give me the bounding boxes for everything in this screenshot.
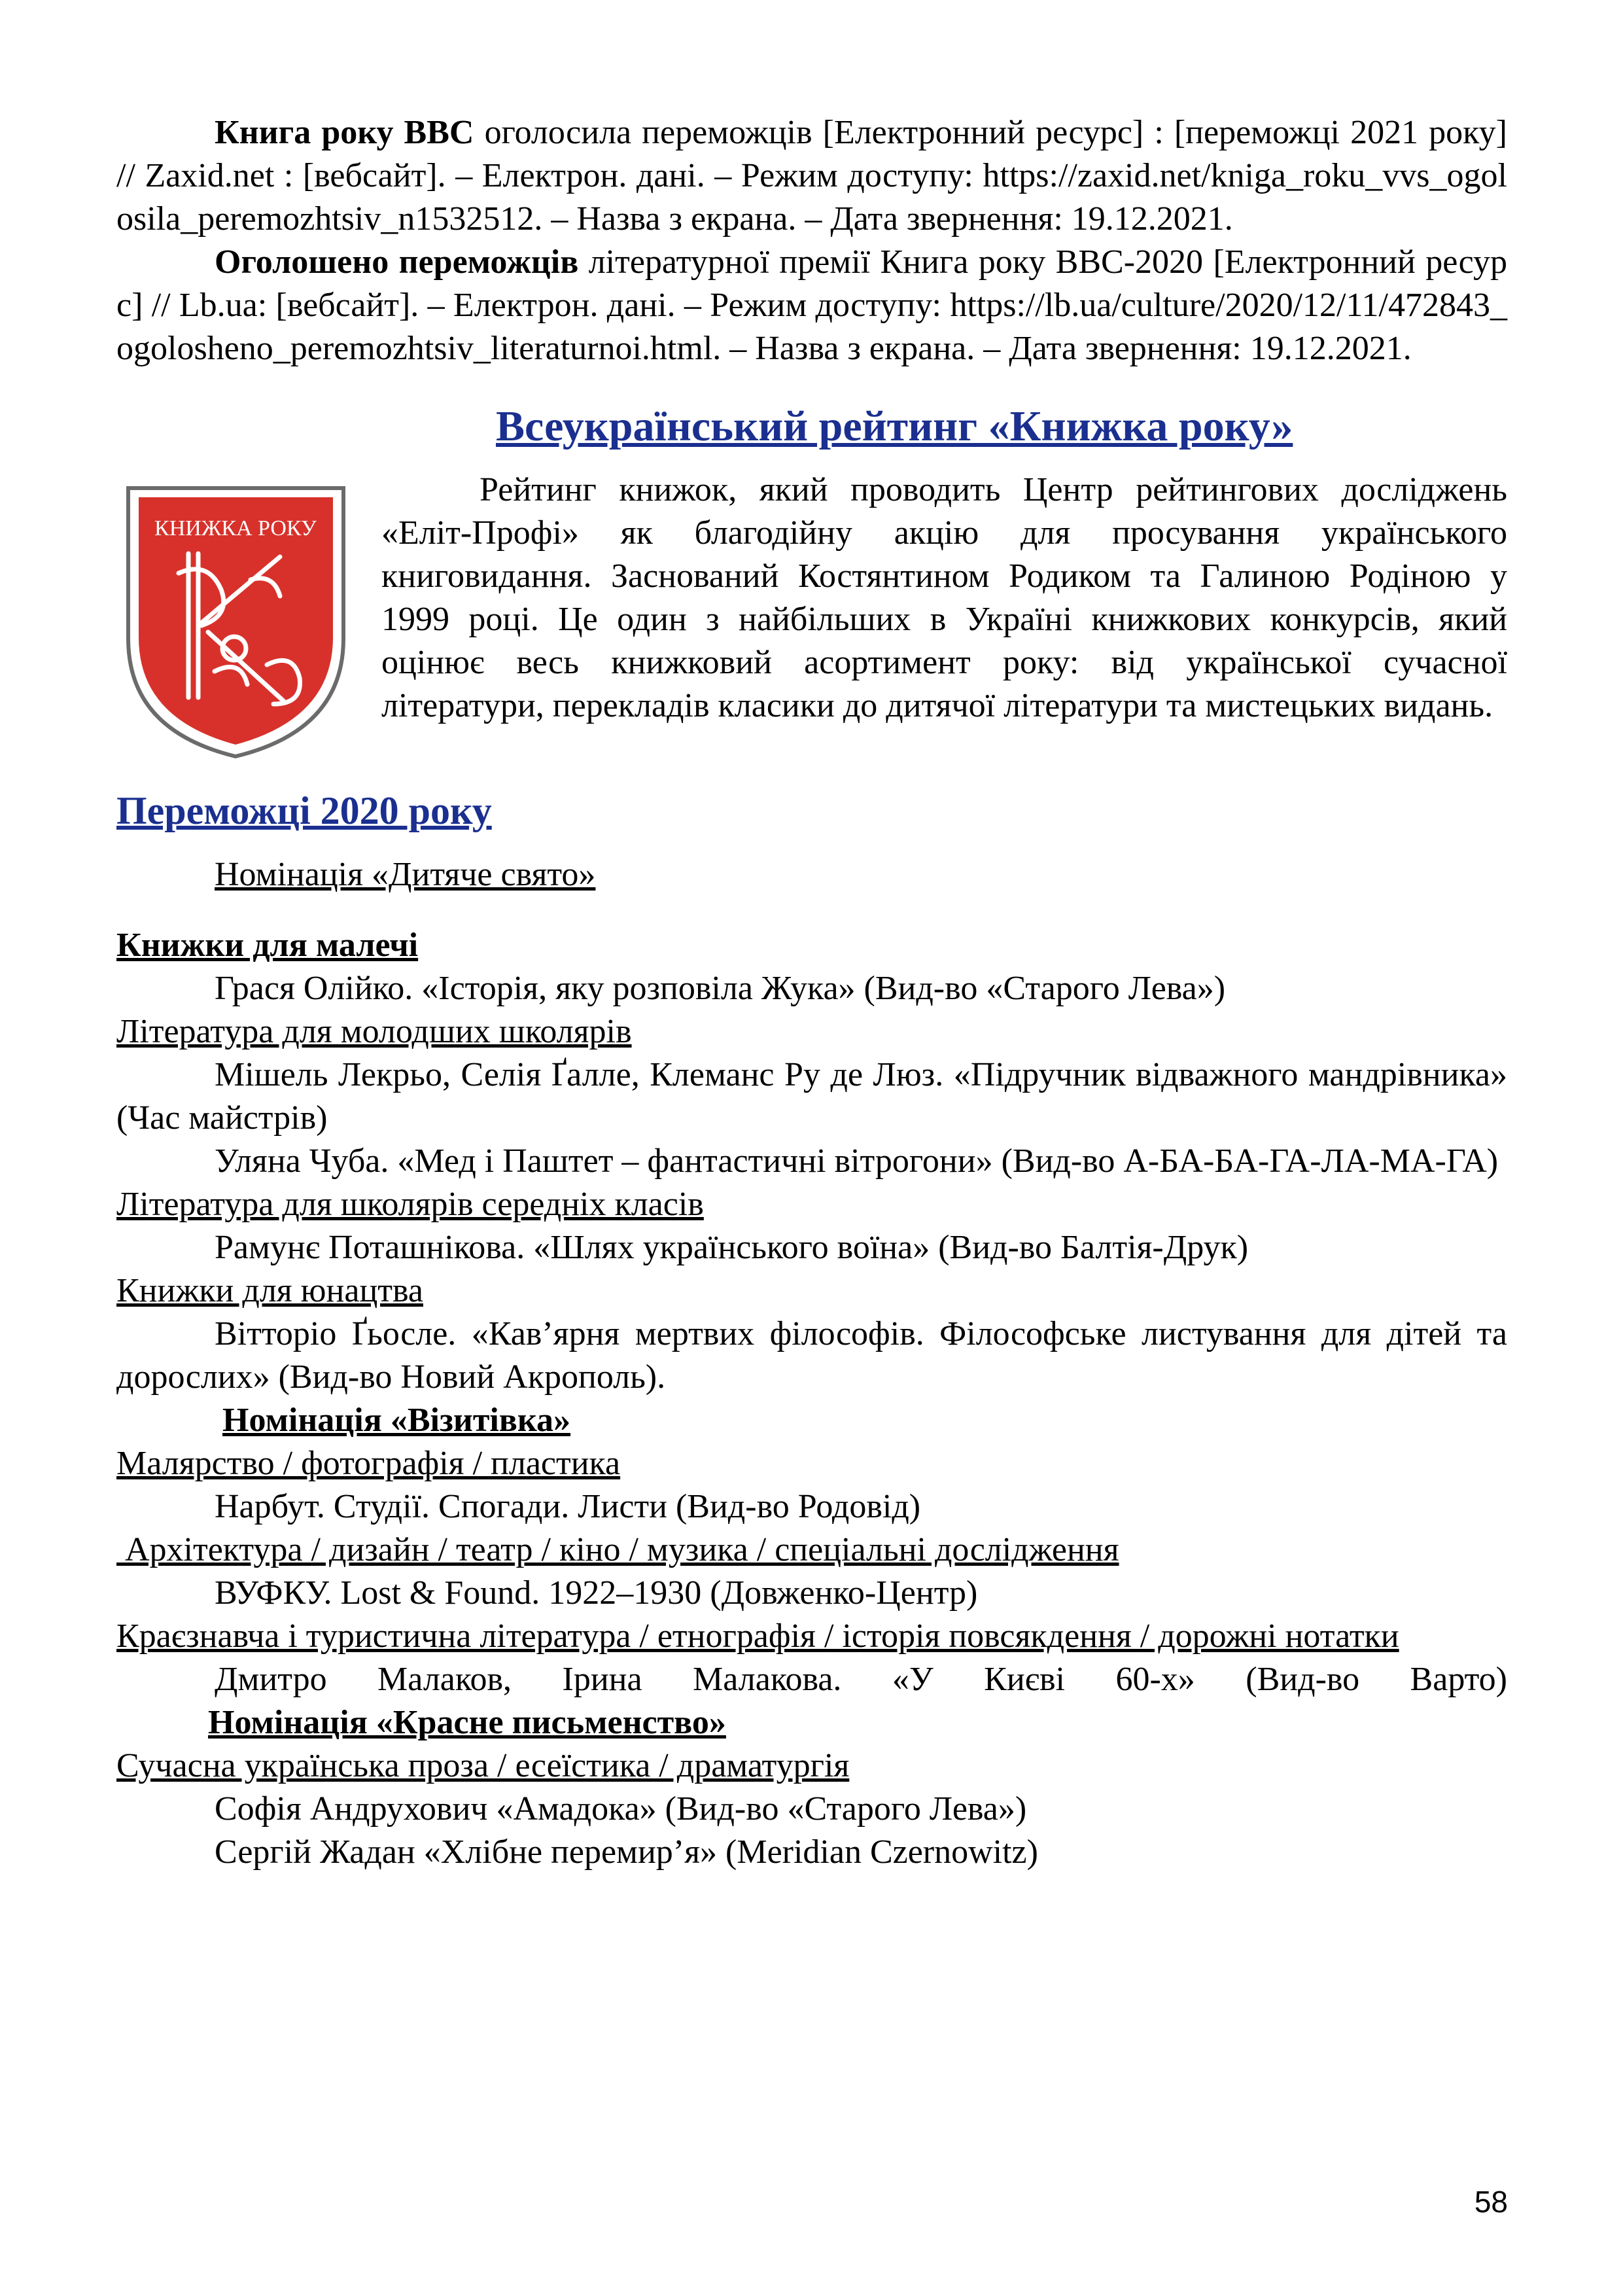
winner-item: Нарбут. Студії. Спогади. Листи (Вид-во Родовід) <box>215 1488 921 1525</box>
reference-1 <box>116 111 1507 241</box>
category-junior-school: Література для молодших школярів <box>116 1013 632 1050</box>
reference-1-text: оголосила переможців [Електронний ресурс] : [переможці 2021 року] // Zaxid.net : [вебсайт]. – Електрон. дані. – Режим доступу: https://zaxid.net/kniga_roku_vvs_ogolosila_peremozhtsiv_n1532512. – Назва з екрана. – Дата звернення: 19.12.2021. <box>116 114 1507 238</box>
category-youth: Книжки для юнацтва <box>116 1272 423 1309</box>
winner-item: Мішель Лекрьо, Селія Ґалле, Клеманс Ру де Люз. «Підручник відважного мандрівника» (Час майстрів) <box>116 1056 1507 1137</box>
nomination-children: Номінація «Дитяче свято» <box>215 856 596 893</box>
section-paragraph: Рейтинг книжок, який проводить Центр рейтингових досліджень «Еліт-Профі» як благодійну акцію для просування українського книговидання. Заснований Костянтином Родиком та Галиною Родіною у 1999 році. Це один з найбільших в Україні книжкових конкурсів, який оцінює весь книжковий асортимент року: від української сучасної літератури, перекладів класики до дитячої літератури та мистецьких видань. <box>381 471 1507 724</box>
winner-item: ВУФКУ. Lost & Found. 1922–1930 (Довженко-Центр) <box>215 1574 978 1612</box>
shield-logo-icon <box>116 475 355 763</box>
category-architecture: Архітектура / дизайн / театр / кіно / музика / спеціальні дослідження <box>116 1531 1119 1568</box>
winner-item: Уляна Чуба. «Мед і Паштет – фантастичні вітрогони» (Вид-во А-БА-БА-ГА-ЛА-МА-ГА) <box>215 1142 1499 1180</box>
category-modern-prose: Сучасна українська проза / есеїстика / драматургія <box>116 1747 850 1784</box>
nomination-fiction: Номінація «Красне письменство» <box>208 1704 726 1741</box>
winners-title: Переможці 2020 року <box>116 789 492 832</box>
winner-item: Сергій Жадан «Хлібне перемир’я» (Meridian Czernowitz) <box>215 1833 1038 1871</box>
logo-text: КНИЖКА РОКУ <box>154 516 317 540</box>
page-content <box>116 111 1507 1874</box>
winner-item: Вітторіо Ґьосле. «Кав’ярня мертвих філософів. Філософське листування для дітей та дорослих» (Вид-во Новий Акрополь). <box>116 1315 1507 1396</box>
category-local-history: Краєзнавча і туристична література / етнографія / історія повсякдення / дорожні нотатки <box>116 1617 1399 1655</box>
category-art: Малярство / фотографія / пластика <box>116 1445 621 1482</box>
winner-item: Софія Андрухович «Амадока» (Вид-во «Старого Лева») <box>215 1790 1027 1828</box>
reference-2-bold: Оголошено переможців <box>215 243 579 281</box>
reference-2 <box>116 241 1507 370</box>
knyzhka-roku-logo <box>116 475 355 763</box>
winner-item: Рамунє Поташнікова. «Шлях українського воїна» (Вид-во Балтія-Друк) <box>215 1229 1249 1266</box>
page-number: 58 <box>1474 2185 1508 2219</box>
winner-item: Дмитро Малаков, Ірина Малакова. «У Києві 60-х» (Вид-во Варто) <box>215 1661 1507 1698</box>
nomination-vizytivka: Номінація «Візитівка» <box>222 1402 571 1439</box>
reference-1-bold: Книга року ВВС <box>215 114 474 151</box>
category-toddlers: Книжки для малечі <box>116 927 419 964</box>
reference-2-text: літературної премії Книга року ВВС-2020 [Електронний ресурс] // Lb.ua: [вебсайт]. – Електрон. дані. – Режим доступу: https://lb.ua/culture/2020/12/11/472843_ogolosheno_peremozhtsiv_literaturnoi.html. – Назва з екрана. – Дата звернення: 19.12.2021. <box>116 243 1507 367</box>
section-title: Всеукраїнський рейтинг «Книжка року» <box>496 402 1293 450</box>
winner-item: Грася Олійко. «Історія, яку розповіла Жука» (Вид-во «Старого Лева») <box>215 970 1226 1007</box>
category-middle-school: Література для школярів середніх класів <box>116 1186 704 1223</box>
